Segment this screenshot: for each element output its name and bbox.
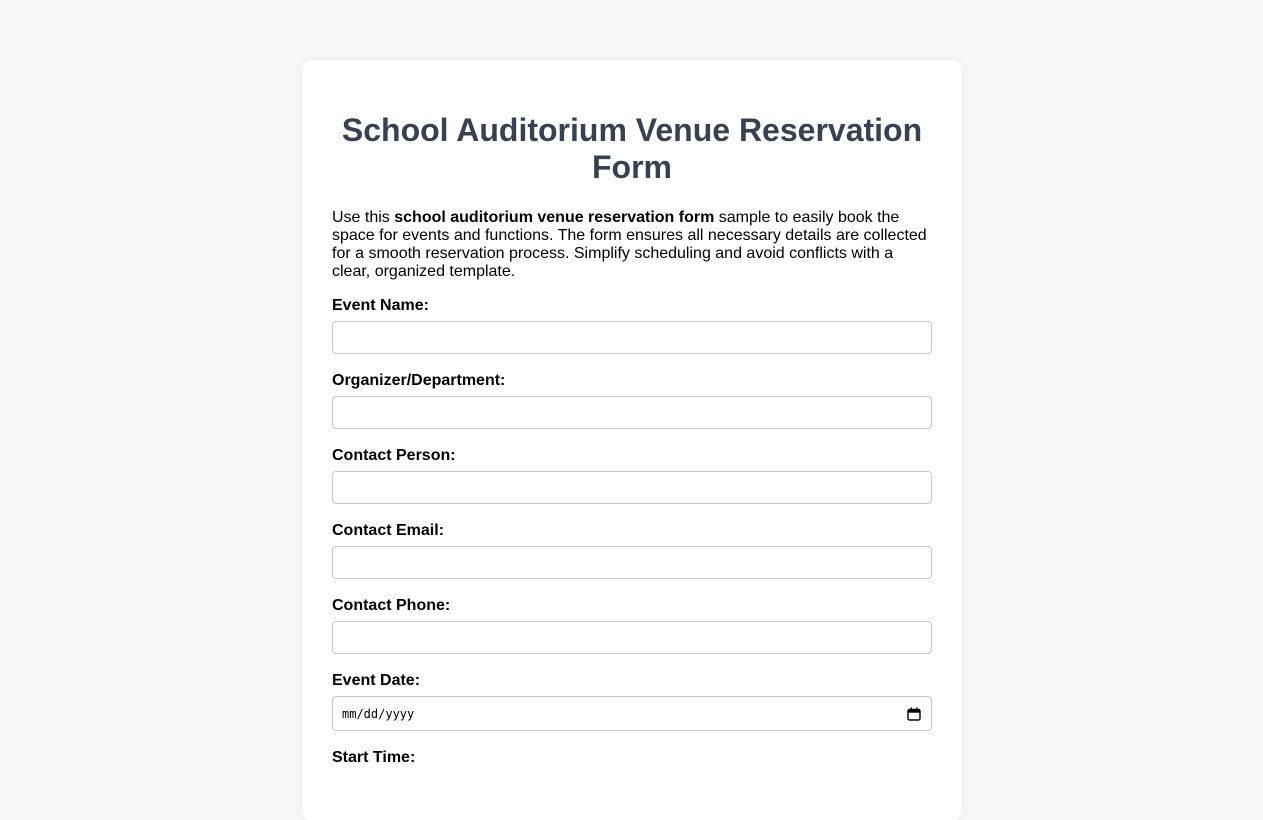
contact-email-field (332, 522, 932, 579)
contact-email-input[interactable] (332, 546, 932, 579)
organizer-input[interactable] (332, 396, 932, 429)
event-date-placeholder: mm/dd/yyyy (342, 707, 415, 721)
contact-phone-label: Contact Phone: (332, 597, 451, 614)
start-time-label: Start Time: (332, 749, 416, 766)
organizer-label: Organizer/Department: (332, 372, 506, 389)
organizer-field (332, 372, 932, 429)
event-name-input[interactable] (332, 321, 932, 354)
intro-bold-text: school auditorium venue reservation form (394, 209, 715, 226)
event-date-label: Event Date: (332, 672, 421, 689)
event-name-label: Event Name: (332, 297, 429, 314)
contact-phone-input[interactable] (332, 621, 932, 654)
intro-suffix: sample to easily book the space for events and functions. The form ensures all necessary details are collected for a smooth reservation process. Simplify scheduling and avoid conflicts with a clear, organized template. (332, 209, 927, 280)
contact-person-input[interactable] (332, 471, 932, 504)
contact-email-label: Contact Email: (332, 522, 445, 539)
event-name-field (332, 297, 932, 354)
reservation-form-card (302, 60, 962, 820)
contact-person-label: Contact Person: (332, 447, 456, 464)
event-date-input[interactable] (332, 696, 932, 731)
event-date-field (332, 672, 932, 731)
calendar-icon[interactable] (907, 707, 921, 721)
contact-person-field (332, 447, 932, 504)
contact-phone-field (332, 597, 932, 654)
form-title: School Auditorium Venue Reservation Form (341, 112, 923, 185)
form-intro (332, 209, 932, 281)
start-time-field (332, 749, 932, 767)
intro-prefix: Use this (332, 209, 395, 226)
